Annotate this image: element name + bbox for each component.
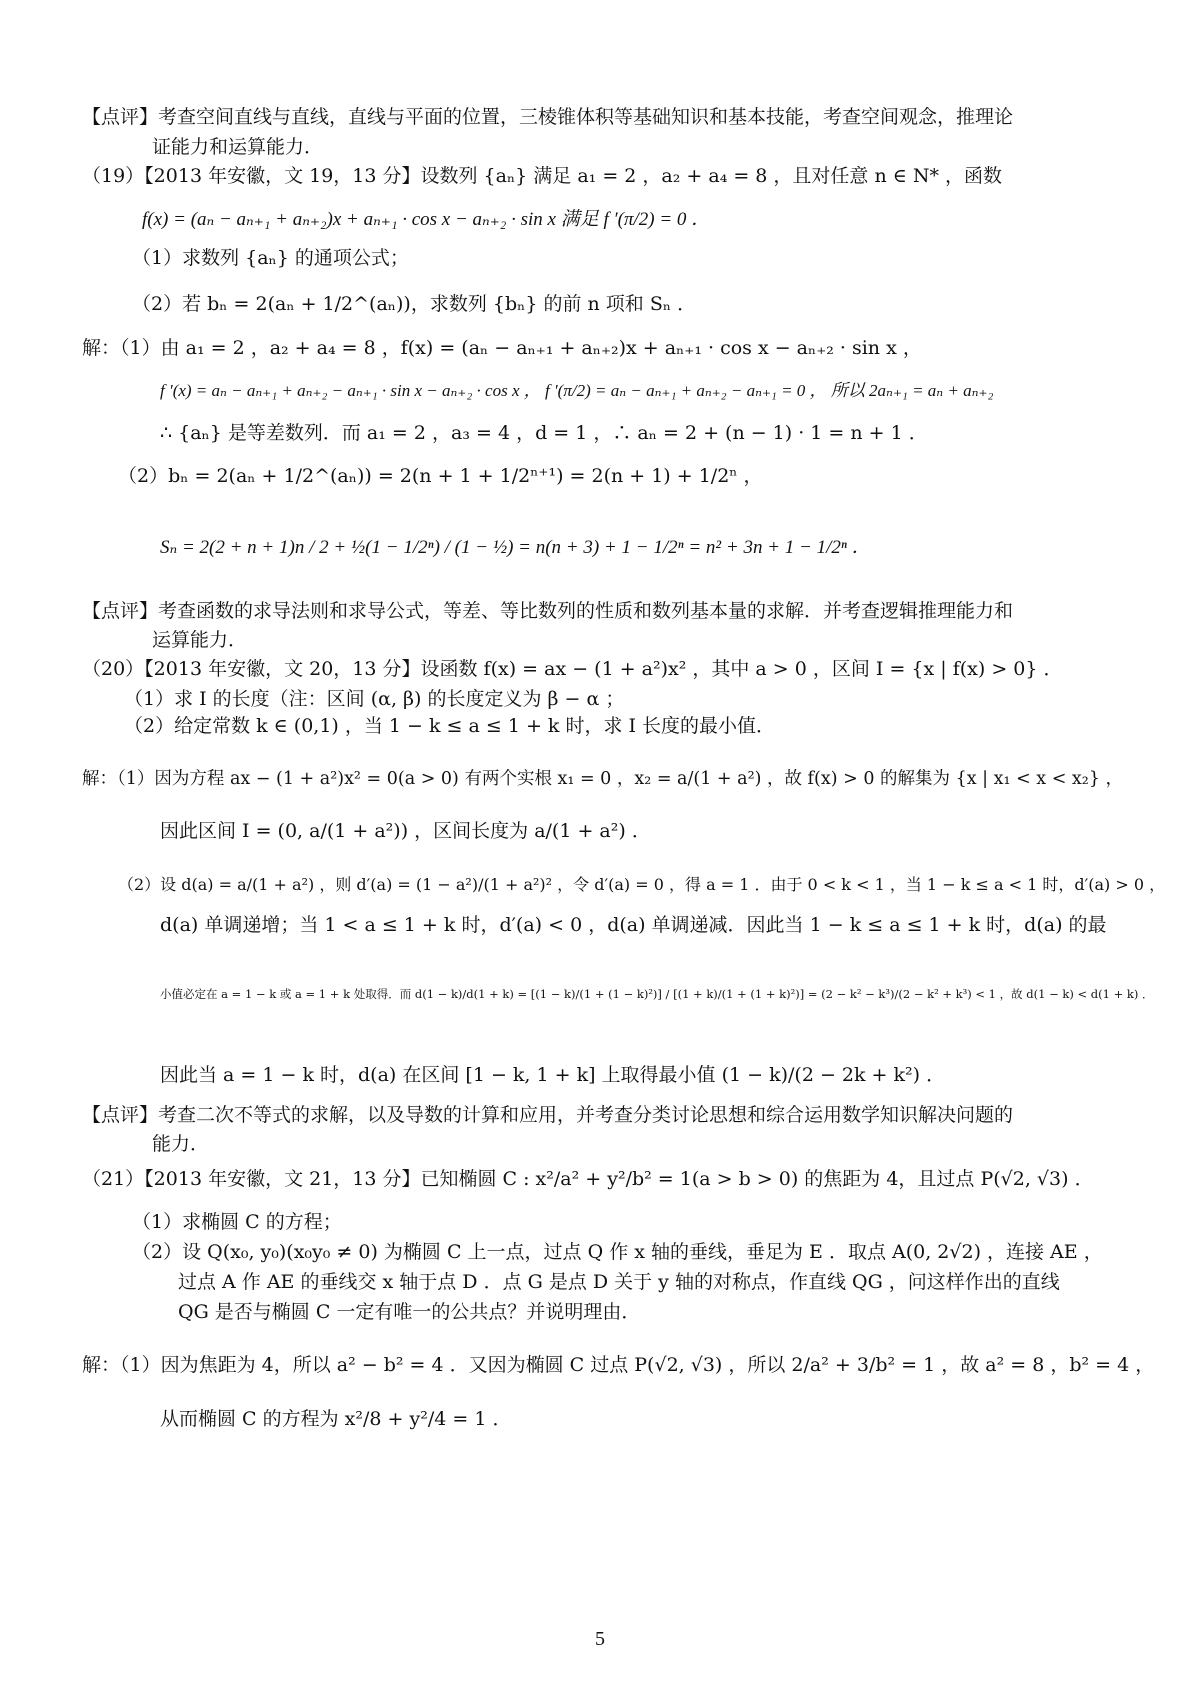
comment-19-line1: 【点评】考查函数的求导法则和求导公式，等差、等比数列的性质和数列基本量的求解．并考查逻辑推理能力和 <box>82 600 1014 622</box>
solution-20-part2-line4: 因此当 a = 1 − k 时，d(a) 在区间 [1 − k, 1 + k] 上取得最小值 (1 − k)/(2 − 2k + k²) ． <box>160 1064 946 1086</box>
solution-20-part2-line1: （2）设 d(a) = a/(1 + a²) ，则 d′(a) = (1 − a²)/(1 + a²)² ，令 d′(a) = 0 ，得 a = 1 ．由于 0 < k < 1 ，当 1 − k ≤ a < 1 时，d′(a) > 0 ， <box>118 875 1166 894</box>
solution-19-arithmetic: ∴ {aₙ} 是等差数列．而 a₁ = 2 ，a₃ = 4 ，d = 1 ，∴ aₙ = 2 + (n − 1) · 1 = n + 1 ． <box>160 422 928 444</box>
solution-19-sum: Sₙ = 2(2 + n + 1)n / 2 + ½(1 − 1/2ⁿ) / (1 − ½) = n(n + 3) + 1 − 1/2ⁿ = n² + 3n + 1 − 1/2ⁿ ． <box>160 537 871 558</box>
solution-20-interval: 因此区间 I = (0, a/(1 + a²)) ，区间长度为 a/(1 + a²) ． <box>160 820 651 842</box>
problem-21-part2-line1: （2）设 Q(x₀, y₀)(x₀y₀ ≠ 0) 为椭圆 C 上一点，过点 Q 作 x 轴的垂线，垂足为 E ．取点 A(0, 2√2) ，连接 AE ， <box>132 1241 1103 1263</box>
problem-20-part1: （1）求 I 的长度（注：区间 (α, β) 的长度定义为 β − α ； <box>124 688 625 710</box>
solution-20-part2-line2: d(a) 单调递增；当 1 < a ≤ 1 + k 时，d′(a) < 0 ，d(a) 单调递减．因此当 1 − k ≤ a ≤ 1 + k 时，d(a) 的最 <box>160 914 1107 936</box>
comment-18-line2: 证能力和运算能力． <box>152 136 324 158</box>
problem-21-part2-line3: QG 是否与椭圆 C 一定有唯一的公共点？并说明理由． <box>178 1301 641 1323</box>
solution-21-line1: 解：（1）因为焦距为 4，所以 a² − b² = 4 ．又因为椭圆 C 过点 P(√2, √3) ，所以 2/a² + 3/b² = 1 ，故 a² = 8 ，b² = 4 ， <box>82 1354 1155 1376</box>
solution-19-line1: 解：（1）由 a₁ = 2 ，a₂ + a₄ = 8 ，f(x) = (aₙ − aₙ₊₁ + aₙ₊₂)x + aₙ₊₁ · cos x − aₙ₊₂ · sin x ， <box>82 337 922 359</box>
problem-19-part2: （2）若 bₙ = 2(aₙ + 1/2^(aₙ))，求数列 {bₙ} 的前 n 项和 Sₙ ． <box>132 293 697 315</box>
problem-19-function: f(x) = (aₙ − aₙ₊₁ + aₙ₊₂)x + aₙ₊₁ · cos x − aₙ₊₂ · sin x 满足 f ′(π/2) = 0 ． <box>142 209 711 230</box>
solution-19-derivative: f ′(x) = aₙ − aₙ₊₁ + aₙ₊₂ − aₙ₊₁ · sin x − aₙ₊₂ · cos x ， f ′(π/2) = aₙ − aₙ₊₁ + aₙ₊₂ − aₙ₊₁ = 0 ， 所以 2aₙ₊₁ = aₙ + aₙ₊₂ <box>160 381 994 400</box>
problem-21-part1: （1）求椭圆 C 的方程； <box>132 1211 342 1233</box>
solution-20-part2-line3: 小值必定在 a = 1 − k 或 a = 1 + k 处取得．而 d(1 − k)/d(1 + k) = [(1 − k)/(1 + (1 − k)²)] / [(1 + k)/(1 + (1 + k)²)] = (2 − k² − k³)/(2 − k² + k³) < 1 ，故 d(1 − k) < d(1 + k) ． <box>160 987 1154 1001</box>
problem-20-part2: （2）给定常数 k ∈ (0,1) ，当 1 − k ≤ a ≤ 1 + k 时，求 I 长度的最小值． <box>124 715 776 737</box>
problem-20-header: （20）【2013 年安徽，文 20，13 分】设函数 f(x) = ax − (1 + a²)x² ，其中 a > 0 ，区间 I = {x | f(x) > 0} ． <box>82 658 1063 680</box>
solution-20-line1: 解：（1）因为方程 ax − (1 + a²)x² = 0(a > 0) 有两个实根 x₁ = 0 ，x₂ = a/(1 + a²) ，故 f(x) > 0 的解集为 {x | x₁ < x < x₂} ， <box>82 769 1124 789</box>
problem-19-header: （19）【2013 年安徽，文 19，13 分】设数列 {aₙ} 满足 a₁ = 2 ，a₂ + a₄ = 8 ，且对任意 n ∈ N* ，函数 <box>82 165 1003 187</box>
page-number: 5 <box>595 1628 605 1650</box>
problem-19-part1: （1）求数列 {aₙ} 的通项公式； <box>132 247 409 269</box>
problem-21-part2-line2: 过点 A 作 AE 的垂线交 x 轴于点 D ．点 G 是点 D 关于 y 轴的对称点，作直线 QG ，问这样作出的直线 <box>178 1271 1060 1293</box>
comment-18-line1: 【点评】考查空间直线与直线，直线与平面的位置，三棱锥体积等基础知识和基本技能，考查空间观念，推理论 <box>82 106 1014 128</box>
solution-21-line2: 从而椭圆 C 的方程为 x²/8 + y²/4 = 1 ． <box>160 1408 512 1430</box>
comment-19-line2: 运算能力． <box>152 629 248 651</box>
solution-19-part2-b: （2）bₙ = 2(aₙ + 1/2^(aₙ)) = 2(n + 1 + 1/2ⁿ⁺¹) = 2(n + 1) + 1/2ⁿ ， <box>118 465 763 487</box>
problem-21-header: （21）【2013 年安徽，文 21，13 分】已知椭圆 C : x²/a² + y²/b² = 1(a > b > 0) 的焦距为 4，且过点 P(√2, √3) ． <box>82 1168 1094 1190</box>
comment-20-line1: 【点评】考查二次不等式的求解，以及导数的计算和应用，并考查分类讨论思想和综合运用数学知识解决问题的 <box>82 1104 1014 1126</box>
comment-20-line2: 能力． <box>152 1133 210 1155</box>
